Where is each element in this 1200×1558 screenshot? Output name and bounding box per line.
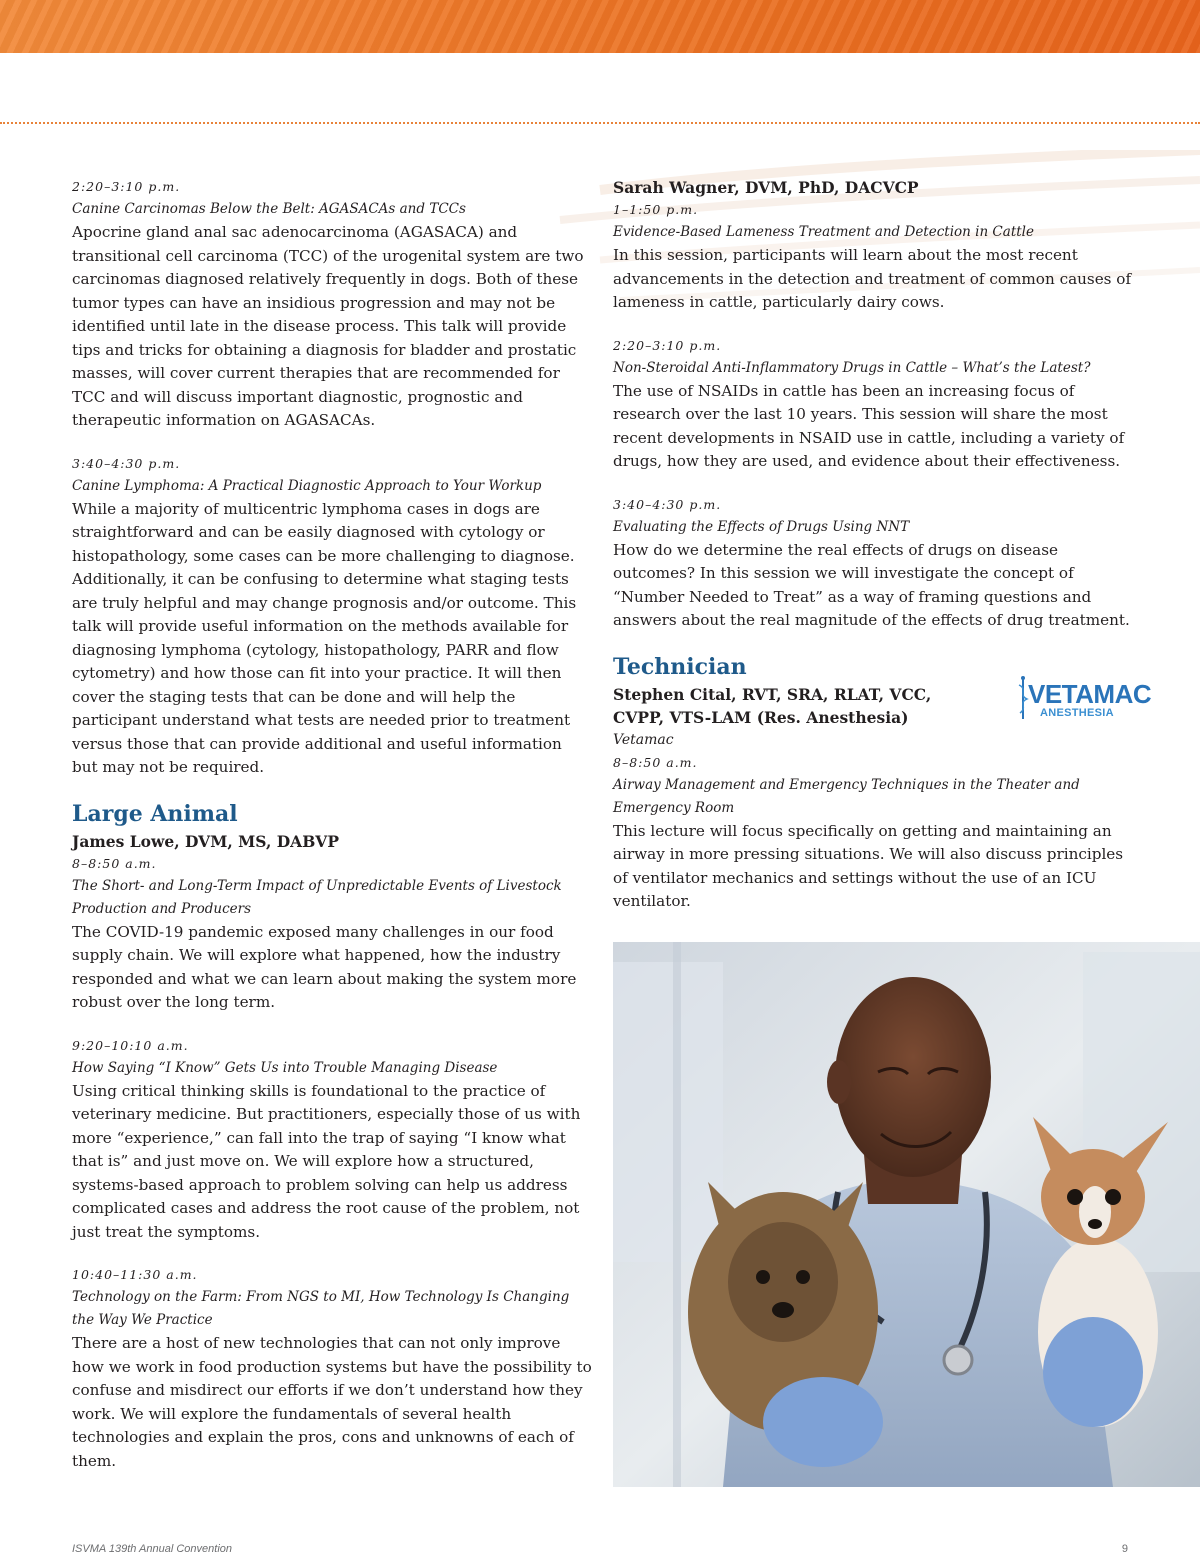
session-description: The use of NSAIDs in cattle has been an increasing focus of research over the last 10 years. This session will share the most recent developments in NSAID use in cattle, including a variety of drugs, how they are used, and evidence about their effectiveness. [613, 381, 1125, 470]
footer-title: ISVMA 139th Annual Convention [72, 1543, 233, 1555]
speaker-affiliation: Vetamac [613, 731, 674, 748]
session-nnt [613, 494, 1138, 633]
session-description: This lecture will focus specifically on getting and maintaining an airway in more pressing situations. We will also discuss principles of ventilator mechanics and settings without the use of an ICU ventilator. [613, 821, 1124, 910]
photo-illustration [613, 942, 1200, 1487]
session-time: 2:20–3:10 p.m. [613, 337, 722, 353]
session-title: Non-Steroidal Anti-Inflammatory Drugs in Cattle – What’s the Latest? [613, 359, 1091, 376]
header-dotted-rule [0, 122, 1200, 124]
session-description: How do we determine the real effects of drugs on disease outcomes? In this session we will investigate the concept of “Number Needed to Treat” as a way of framing questions and answers about the real magnitude of the effects of drug treatment. [613, 540, 1130, 629]
left-column [72, 176, 592, 1493]
session-time: 3:40–4:30 p.m. [613, 496, 722, 512]
session-time: 3:40–4:30 p.m. [72, 455, 181, 471]
page-number: 9 [1121, 1543, 1128, 1555]
session-airway [613, 752, 1138, 914]
session-title: The Short- and Long-Term Impact of Unpredictable Events of Livestock Production and Producers [72, 877, 562, 917]
session-i-know [72, 1035, 592, 1245]
speaker-name-line2: CVPP, VTS-LAM (Res. Anesthesia) [613, 707, 909, 727]
session-title: Technology on the Farm: From NGS to MI, How Technology Is Changing the Way We Practice [72, 1289, 570, 1328]
speaker-name: Sarah Wagner, DVM, PhD, DACVCP [613, 178, 919, 197]
session-title: Evidence-Based Lameness Treatment and Detection in Cattle [613, 224, 1034, 240]
session-title: How Saying “I Know” Gets Us into Trouble Managing Disease [72, 1059, 498, 1076]
section-heading-large-animal: Large Animal [72, 800, 238, 827]
header-band-texture [0, 0, 1200, 53]
session-time: 10:40–11:30 a.m. [72, 1267, 198, 1282]
session-lymphoma [72, 453, 592, 780]
session-nsaids [613, 335, 1138, 474]
vetamac-logo [1016, 675, 1152, 723]
session-title: Evaluating the Effects of Drugs Using NNT [613, 518, 910, 535]
technician-header [613, 653, 1152, 752]
session-description: There are a host of new technologies that can not only improve how we work in food production systems but have the possibility to confuse and misdirect our efforts if we don’t understand how they work. We will explore the fundamentals of several health technologies and explain the pros, cons and unknowns of each of them. [72, 1334, 592, 1470]
session-lameness [613, 199, 1138, 315]
section-heading-technician: Technician [613, 653, 747, 680]
logo-subtitle: ANESTHESIA [1040, 706, 1114, 719]
session-title: Canine Lymphoma: A Practical Diagnostic Approach to Your Workup [72, 477, 542, 494]
speaker-name-line1: Stephen Cital, RVT, SRA, RLAT, VCC, [613, 684, 932, 704]
right-column [613, 176, 1152, 934]
vet-with-dogs-photo [613, 942, 1200, 1487]
session-livestock-events [72, 853, 592, 1015]
session-description: Apocrine gland anal sac adenocarcinoma (AGASACA) and transitional cell carcinoma (TCC) of the urogenital system are two carcinomas diagnosed relatively frequently in dogs. Both of these tumor types can have an insidious progression and may not be identified until late in the disease process. This talk will provide tips and tricks for obtaining a diagnosis for bladder and prostatic masses, will cover current therapies that are recommended for TCC and will discuss important diagnostic, prognostic and therapeutic information on AGASACAs. [72, 223, 584, 429]
session-technology-farm [72, 1264, 592, 1473]
session-description: While a majority of multicentric lymphoma cases in dogs are straightforward and can be easily diagnosed with cytology or histopathology, some cases can be more challenging to diagnose. Additionally, it can be confusing to determine what staging tests are truly helpful and may change prognosis and/or outcome. This talk will provide useful information on the methods available for diagnosing lymphoma (cytology, histopathology, PARR and flow cytometry) and how those can fit into your practice. It will then cover the staging tests that can be done and will help the participant understand what tests are needed prior to treatment versus those that can provide additional and useful information but may not be required. [72, 499, 577, 776]
session-agasaca [72, 176, 592, 433]
session-description: Using critical thinking skills is foundational to the practice of veterinary medicine. But practitioners, especially those of us with more “experience,” can fall into the trap of saying “I know what that is” and just move on. We will explore how a structured, systems-based approach to problem solving can help us address complicated cases and address the root cause of the problem, not just treat the symptoms. [72, 1081, 581, 1241]
session-time: 9:20–10:10 a.m. [72, 1037, 189, 1053]
session-title: Canine Carcinomas Below the Belt: AGASACAs and TCCs [72, 201, 466, 217]
session-time: 8–8:50 a.m. [72, 855, 157, 871]
session-time: 2:20–3:10 p.m. [72, 179, 181, 194]
session-time: 1–1:50 p.m. [613, 202, 699, 217]
session-time: 8–8:50 a.m. [613, 754, 698, 770]
session-title: Airway Management and Emergency Techniques in the Theater and Emergency Room [613, 776, 1080, 816]
speaker-name: James Lowe, DVM, MS, DABVP [72, 831, 339, 851]
session-description: In this session, participants will learn about the most recent advancements in the detection and treatment of common causes of lameness in cattle, particularly dairy cows. [613, 246, 1132, 311]
logo-wordmark: VETAMAC [1028, 678, 1152, 709]
session-description: The COVID-19 pandemic exposed many challenges in our food supply chain. We will explore what happened, how the industry responded and what we can learn about making the system more robust over the long term. [72, 922, 577, 1011]
